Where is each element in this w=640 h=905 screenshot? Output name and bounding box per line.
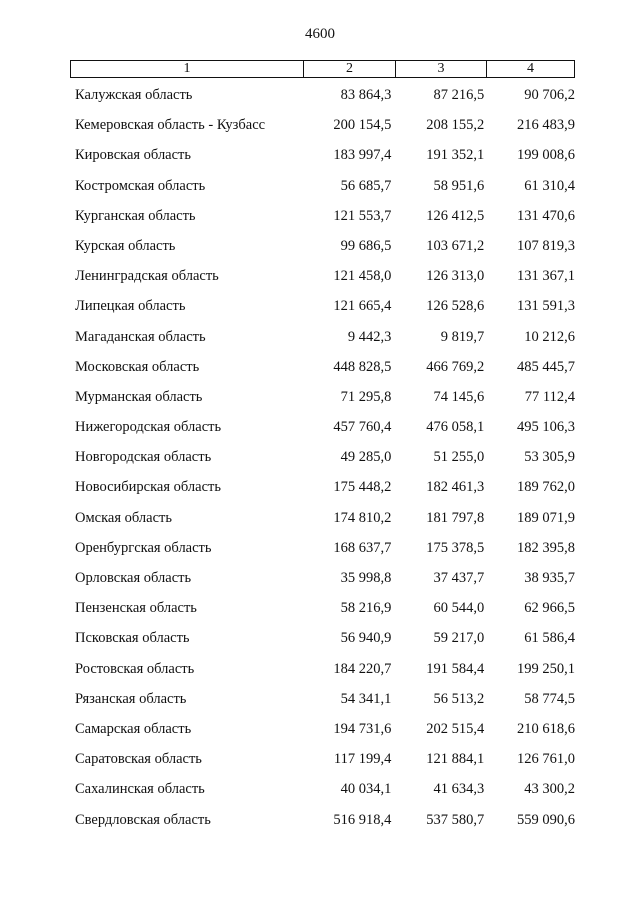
table-row [70, 539, 575, 569]
value-column-4: 559 090,6 [517, 811, 575, 828]
value-column-3: 175 378,5 [426, 539, 485, 556]
value-column-3: 51 255,0 [433, 449, 485, 466]
value-column-3: 59 217,0 [433, 630, 485, 647]
value-column-4: 131 591,3 [517, 298, 575, 315]
value-column-4: 131 470,6 [517, 207, 575, 224]
table-row [70, 418, 575, 448]
value-column-2: 174 810,2 [333, 509, 392, 526]
value-column-3: 476 058,1 [426, 419, 485, 436]
value-column-2: 448 828,5 [333, 358, 392, 375]
value-column-3: 126 313,0 [426, 268, 485, 285]
value-column-3: 537 580,7 [426, 811, 485, 828]
value-column-2: 49 285,0 [340, 449, 392, 466]
value-column-2: 184 220,7 [333, 660, 392, 677]
region-name: Нижегородская область [75, 419, 222, 436]
value-column-2: 40 034,1 [340, 781, 392, 798]
table-row [70, 629, 575, 659]
table-row [70, 388, 575, 418]
table-row [70, 448, 575, 478]
table-row [70, 237, 575, 267]
value-column-3: 37 437,7 [433, 570, 485, 586]
table-row [70, 207, 575, 237]
table-row [70, 811, 575, 841]
region-name: Свердловская область [75, 811, 211, 828]
value-column-2: 200 154,5 [333, 117, 392, 134]
table-row [70, 780, 575, 810]
region-name: Ростовская область [75, 660, 195, 677]
value-column-2: 83 864,3 [340, 87, 392, 103]
value-column-3: 87 216,5 [433, 87, 485, 103]
value-column-4: 58 774,5 [524, 690, 575, 707]
region-name: Мурманская область [75, 388, 203, 405]
table-row [70, 116, 575, 146]
region-name: Саратовская область [75, 751, 202, 768]
region-name: Курганская область [75, 207, 196, 224]
table-row [70, 478, 575, 508]
value-column-4: 10 212,6 [524, 328, 575, 345]
region-name: Кировская область [75, 147, 192, 164]
value-column-4: 189 071,9 [517, 509, 575, 526]
value-column-2: 9 442,3 [347, 328, 392, 345]
column-header-1: 1 [183, 61, 191, 76]
table-row [70, 328, 575, 358]
value-column-2: 121 553,7 [333, 207, 392, 224]
value-column-3: 208 155,2 [426, 117, 485, 134]
value-column-4: 485 445,7 [517, 358, 575, 375]
value-column-4: 189 762,0 [517, 479, 575, 496]
value-column-3: 121 884,1 [426, 751, 485, 768]
table-row [70, 750, 575, 780]
value-column-2: 99 686,5 [340, 237, 392, 254]
table-row [70, 86, 575, 116]
value-column-3: 466 769,2 [426, 358, 485, 375]
value-column-2: 516 918,4 [333, 811, 392, 828]
value-column-3: 191 352,1 [426, 147, 485, 164]
value-column-3: 191 584,4 [426, 660, 485, 677]
region-name: Рязанская область [75, 690, 187, 707]
region-name: Орловская область [75, 570, 192, 586]
table-row [70, 297, 575, 327]
value-column-4: 182 395,8 [517, 539, 575, 556]
region-name: Курская область [75, 237, 176, 254]
value-column-3: 56 513,2 [433, 690, 485, 707]
value-column-4: 90 706,2 [524, 87, 575, 103]
table-row [70, 177, 575, 207]
region-name: Самарская область [75, 720, 192, 737]
value-column-2: 457 760,4 [333, 419, 392, 436]
value-column-2: 35 998,8 [340, 570, 392, 586]
value-column-4: 61 310,4 [524, 177, 575, 194]
region-name: Московская область [75, 358, 200, 375]
table-row [70, 720, 575, 750]
column-header-3: 3 [395, 61, 486, 77]
table-header [70, 60, 575, 78]
value-column-2: 56 940,9 [340, 630, 392, 647]
table-row [70, 660, 575, 690]
value-column-4: 43 300,2 [524, 781, 575, 798]
value-column-4: 107 819,3 [517, 237, 575, 254]
region-name: Сахалинская область [75, 781, 205, 798]
value-column-2: 56 685,7 [340, 177, 392, 194]
column-header-4: 4 [486, 61, 574, 77]
value-column-3: 126 412,5 [426, 207, 485, 224]
region-name: Калужская область [75, 87, 193, 103]
region-name: Новгородская область [75, 449, 212, 466]
region-name: Костромская область [75, 177, 206, 194]
table-row [70, 569, 575, 599]
column-header-2: 2 [303, 61, 395, 77]
value-column-4: 199 250,1 [517, 660, 575, 677]
value-column-3: 41 634,3 [433, 781, 485, 798]
region-name: Новосибирская область [75, 479, 221, 496]
table-row [70, 358, 575, 388]
table-body [70, 86, 575, 841]
value-column-3: 202 515,4 [426, 720, 485, 737]
region-name: Магаданская область [75, 328, 206, 345]
value-column-4: 53 305,9 [524, 449, 575, 466]
value-column-2: 194 731,6 [333, 720, 392, 737]
value-column-3: 103 671,2 [426, 237, 485, 254]
region-name: Ленинградская область [75, 268, 219, 285]
value-column-3: 181 797,8 [426, 509, 485, 526]
value-column-4: 216 483,9 [517, 117, 575, 134]
table-row [70, 267, 575, 297]
value-column-2: 168 637,7 [333, 539, 392, 556]
page-number: 4600 [305, 26, 335, 42]
value-column-2: 54 341,1 [340, 690, 392, 707]
value-column-4: 210 618,6 [517, 720, 575, 737]
table-row [70, 690, 575, 720]
region-name: Оренбургская область [75, 539, 212, 556]
value-column-2: 117 199,4 [333, 751, 392, 768]
region-name: Омская область [75, 509, 172, 526]
table-row [70, 599, 575, 629]
value-column-4: 495 106,3 [517, 419, 575, 436]
value-column-3: 58 951,6 [433, 177, 485, 194]
value-column-2: 175 448,2 [333, 479, 392, 496]
value-column-4: 38 935,7 [524, 570, 575, 586]
value-column-4: 199 008,6 [517, 147, 575, 164]
value-column-3: 182 461,3 [426, 479, 485, 496]
value-column-2: 121 665,4 [333, 298, 392, 315]
region-name: Кемеровская область - Кузбасс [75, 117, 266, 134]
value-column-4: 77 112,4 [524, 388, 575, 405]
region-name: Липецкая область [75, 298, 186, 315]
value-column-3: 126 528,6 [426, 298, 485, 315]
value-column-2: 183 997,4 [333, 147, 392, 164]
table-row [70, 509, 575, 539]
region-name: Псковская область [75, 630, 190, 647]
value-column-4: 61 586,4 [524, 630, 575, 647]
value-column-3: 74 145,6 [433, 388, 485, 405]
value-column-2: 71 295,8 [340, 388, 392, 405]
table-row [70, 146, 575, 176]
region-name: Пензенская область [75, 600, 197, 617]
value-column-4: 131 367,1 [517, 268, 575, 285]
value-column-3: 60 544,0 [433, 600, 485, 617]
value-column-4: 126 761,0 [517, 751, 575, 768]
value-column-3: 9 819,7 [440, 328, 485, 345]
value-column-2: 121 458,0 [333, 268, 392, 285]
value-column-4: 62 966,5 [524, 600, 575, 617]
value-column-2: 58 216,9 [340, 600, 392, 617]
